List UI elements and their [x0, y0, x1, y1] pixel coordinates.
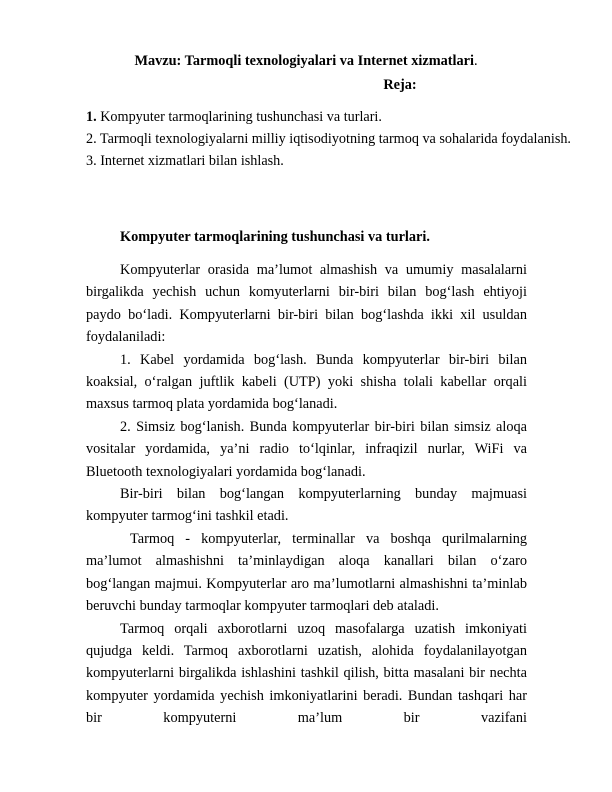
plan-item [86, 128, 586, 150]
plan-heading: Reja: [383, 77, 417, 93]
plan-item-number: 2. [86, 131, 97, 147]
plan-item [86, 150, 586, 172]
plan-item-text: Kompyuter tarmoqlarining tushunchasi va turlari. [96, 109, 382, 125]
plan-item-number: 1. [86, 109, 97, 125]
plan-item [86, 106, 586, 128]
document-title [0, 52, 612, 70]
paragraph: Tarmoq - kompyuterlar, terminallar va boshqa qurilmalarning ma’lumot almashishni ta’minlaydigan aloqa kanallari bilan o‘zaro bog‘langan majmui. Kompyuterlar aro ma’lumotlarni almashishni ta’minlab beruvchi bunday tarmoqlar kompyuter tarmoqlari deb ataladi. [86, 530, 527, 615]
paragraph: 2. Simsiz bog‘lanish. Bunda kompyuterlar bir-biri bilan simsiz aloqa vositalar yordamida, ya’ni radio to‘lqinlar, infraqizil nurlar, WiFi va Bluetooth texnologiyalari yordamida bog‘lanadi. [86, 418, 527, 480]
plan-list [86, 106, 586, 172]
plan-item-text: Tarmoqli texnologiyalarni milliy iqtisodiyotning tarmoq va sohalarida foydalanish. [96, 131, 571, 147]
plan-item-number: 3. [86, 153, 97, 169]
title-text: Mavzu: Tarmoqli texnologiyalari va Internet xizmatlari [134, 53, 474, 69]
section-heading: Kompyuter tarmoqlarining tushunchasi va turlari. [120, 229, 430, 245]
paragraph: 1. Kabel yordamida bog‘lash. Bunda kompyuterlar bir-biri bilan koaksial, o‘ralgan juftlik kabeli (UTP) yoki shisha tolali kabellar orqali maxsus tarmoq plata yordamida bog‘lanadi. [86, 351, 527, 413]
title-suffix: . [473, 53, 478, 69]
body-text [86, 259, 527, 730]
paragraph: Kompyuterlar orasida ma’lumot almashish va umumiy masalalarni birgalikda yechish uchun komyuterlarni bir-biri bilan bog‘lash ehtiyoji paydo bo‘ladi. Kompyuterlarni bir-biri bilan bog‘lashda ikki xil usuldan foydalaniladi: [86, 262, 527, 346]
plan-item-text: Internet xizmatlari bilan ishlash. [96, 153, 284, 169]
paragraph: Bir-biri bilan bog‘langan kompyuterlarning bunday majmuasi kompyuter tarmog‘ini tashkil etadi. [86, 486, 527, 525]
paragraph: Tarmoq orqali axborotlarni uzoq masofalarga uzatish imkoniyati qujudga keldi. Tarmoq axborotlarni uzatish, alohida foydalanilayotgan kompyuterlarni birgalikda ishlashini tashkil qilish, bitta masalani bir nechta kompyuter yordamida yechish imkoniyatlarini beradi. Bundan tashqari har bir kompyuterni ma’lum bir vazifani [86, 620, 527, 727]
